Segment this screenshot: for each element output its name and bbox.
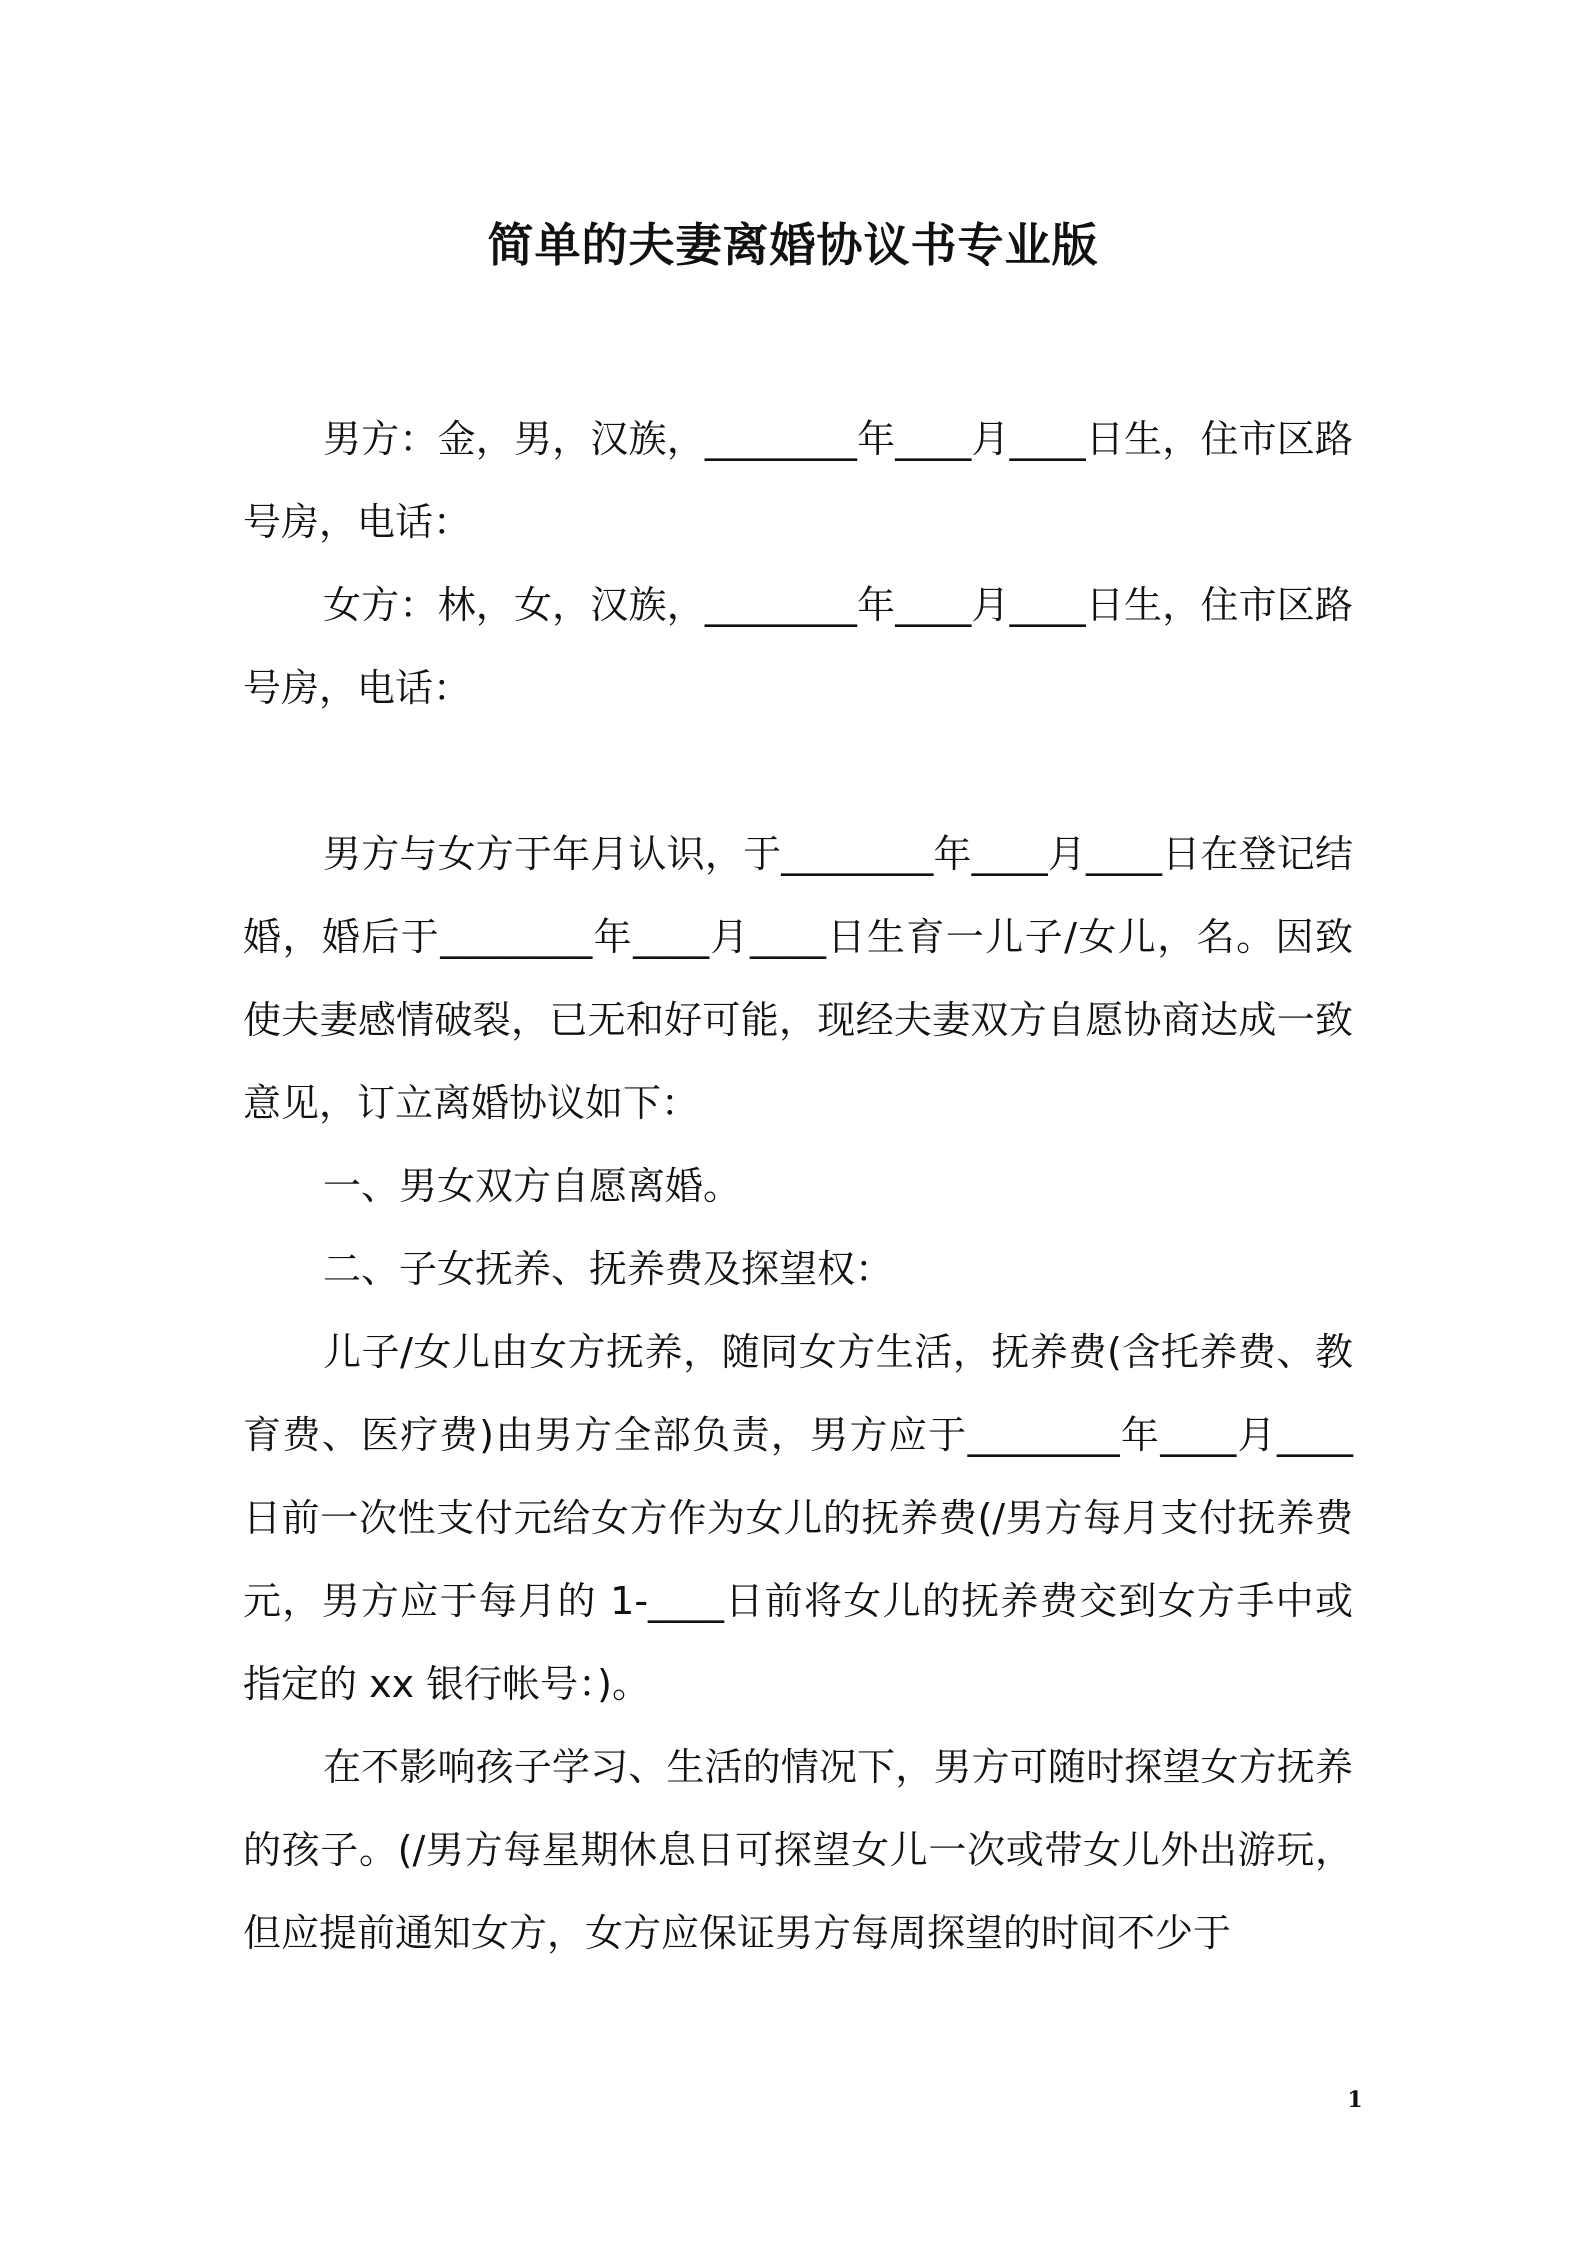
clause-one-heading: 一、男女双方自愿离婚。 — [323, 1164, 742, 1208]
marriage-background-paragraph: 男方与女方于年月认识，于________年____月____日在登记结婚，婚后于________年____月____日生育一儿子/女儿，名。因致使夫妻感情破裂，已无和好可能，现经夫妻双方自愿协商达成一致意见，订立离婚协议如下： — [243, 832, 1353, 1125]
party-info-section — [243, 398, 1353, 730]
page-number: 1 — [1347, 2087, 1363, 2113]
visitation-paragraph: 在不影响孩子学习、生活的情况下，男方可随时探望女方抚养的孩子。(/男方每星期休息日可探望女儿一次或带女儿外出游玩，但应提前通知女方，女方应保证男方每周探望的时间不少于 — [243, 1745, 1353, 1955]
male-party-info: 男方：金，男，汉族，________年____月____日生，住市区路号房，电话： — [243, 417, 1353, 544]
female-party-info: 女方：林，女，汉族，________年____月____日生，住市区路号房，电话： — [243, 583, 1353, 710]
agreement-body — [243, 813, 1353, 1975]
document-title: 简单的夫妻离婚协议书专业版 — [487, 218, 1099, 272]
child-support-paragraph: 儿子/女儿由女方抚养，随同女方生活，抚养费(含托养费、教育费、医疗费)由男方全部负责，男方应于________年____月____日前一次性支付元给女方作为女儿的抚养费(/男方每月支付抚养费元，男方应于每月的 1-____日前将女儿的抚养费交到女方手中或指定的 xx 银行帐号：)。 — [243, 1330, 1353, 1706]
clause-two-heading: 二、子女抚养、抚养费及探望权： — [323, 1247, 894, 1291]
